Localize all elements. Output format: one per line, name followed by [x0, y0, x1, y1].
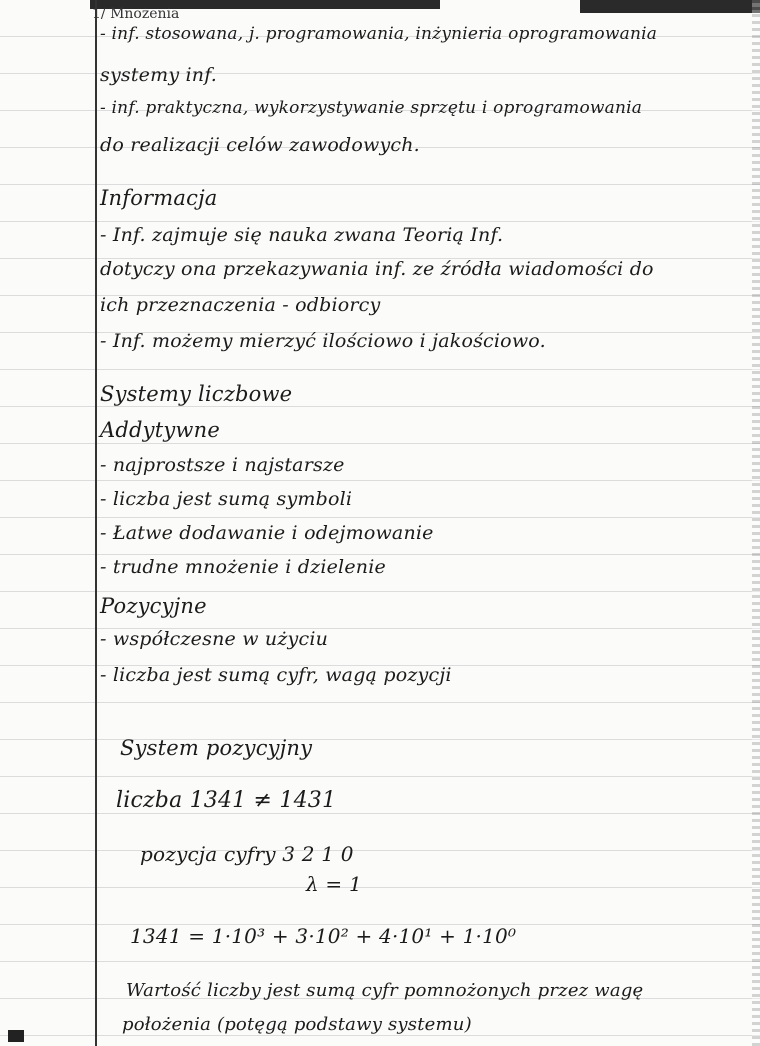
example-line: λ = 1 — [306, 872, 362, 896]
note-line: położenia (potęgą podstawy systemu) — [122, 1014, 472, 1035]
note-line: - inf. stosowana, j. programowania, inżynieria oprogramowania — [100, 24, 658, 44]
scan-edge-top-right — [580, 0, 760, 13]
note-line: - współczesne w użyciu — [100, 628, 329, 650]
note-line: do realizacji celów zawodowych. — [100, 134, 420, 156]
note-line: - Łatwe dodawanie i odejmowanie — [100, 522, 434, 544]
scan-corner-mark — [8, 1030, 24, 1042]
section-heading: System pozycyjny — [120, 736, 313, 760]
subsection-heading: Pozycyjne — [100, 594, 207, 618]
page-header: 1/ Mnożenia — [92, 6, 180, 22]
formula-line: 1341 = 1·10³ + 3·10² + 4·10¹ + 1·10⁰ — [130, 924, 517, 948]
note-line: - trudne mnożenie i dzielenie — [100, 556, 386, 578]
note-line: ich przeznaczenia - odbiorcy — [100, 294, 381, 316]
section-heading: Systemy liczbowe — [100, 382, 293, 406]
example-line: liczba 1341 ≠ 1431 — [116, 788, 337, 813]
example-line: pozycja cyfry 3 2 1 0 — [140, 842, 354, 866]
note-line: Wartość liczby jest sumą cyfr pomnożonych przez wagę — [126, 980, 644, 1001]
note-line: - inf. praktyczna, wykorzystywanie sprzętu i oprogramowania — [100, 98, 643, 118]
perforated-edge — [752, 0, 760, 1046]
subsection-heading: Addytywne — [100, 418, 220, 442]
section-heading: Informacja — [100, 186, 218, 210]
note-line: - liczba jest sumą cyfr, wagą pozycji — [100, 664, 452, 686]
note-line: - Inf. możemy mierzyć ilościowo i jakościowo. — [100, 330, 546, 352]
note-line: dotyczy ona przekazywania inf. ze źródła wiadomości do — [100, 258, 654, 280]
note-line: - liczba jest sumą symboli — [100, 488, 353, 510]
note-line: systemy inf. — [100, 64, 218, 86]
margin-line — [95, 0, 97, 1046]
note-line: - najprostsze i najstarsze — [100, 454, 345, 476]
note-line: - Inf. zajmuje się nauka zwana Teorią Inf. — [100, 224, 504, 246]
